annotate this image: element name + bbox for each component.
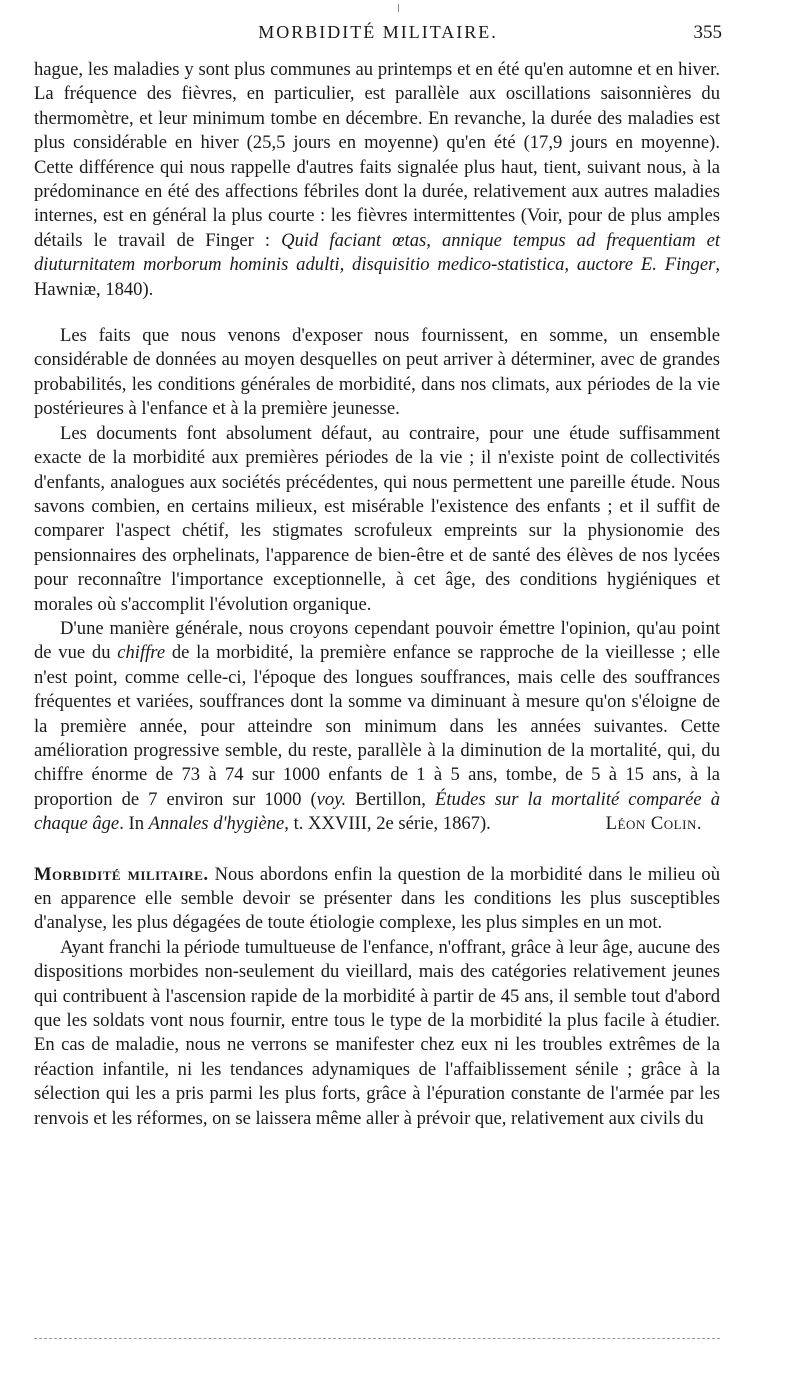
running-title: MORBIDITÉ MILITAIRE. (258, 22, 498, 42)
footer-rule (34, 1338, 720, 1339)
paragraph-4-c: Bertillon, (346, 788, 436, 810)
paragraph-4-e: , t. XXVIII, 2e série, 1867). (284, 813, 491, 835)
citation-bertillon-title: Études sur la mortalité comparée à chaque âge (34, 788, 720, 835)
paragraph-1 (34, 58, 720, 302)
citation-finger-end: , Hawniæ, 1840). (34, 254, 720, 300)
paragraph-4-italic-chiffre: chiffre (117, 642, 166, 664)
page-header (34, 22, 722, 48)
paragraph-1-text: hague, les maladies y sont plus communes au printemps et en été qu'en automne et en hiver. La fréquence des fièvres, en particulier, est parallèle aux oscillations saisonnières du thermomètre, et leur minimum tombe en décembre. En revanche, la durée des maladies est plus considérable en hiver (25,5 jours en moyenne) qu'en été (17,9 jours en moyenne). Cette différence qui nous rappelle d'autres faits signalée plus haut, tient, suivant nous, à la prédominance en été des affections fébriles dont la durée, relativement aux autres maladies internes, est en général la plus courte : les fièvres intermittentes (Voir, pour de plus amples détails le travail de Finger : (34, 59, 720, 251)
section-heading: Morbidité militaire. (34, 863, 209, 885)
paragraph-6: Ayant franchi la période tumultueuse de l'enfance, n'offrant, grâce à leur âge, aucune des dispositions morbides non-seulement du vieillard, mais des catégories relativement jeunes qui contribuent à l'ascension rapide de la morbidité à partir de 45 ans, il semble tout d'abord que les soldats vont nous fournir, entre tous le type de la morbidité la plus facile à étudier. En cas de maladie, nous ne verrons se manifester chez eux ni les troubles extrêmes de la réaction infantile, ni les tendances adynamiques de l'affaiblissement sénile ; grâce à la sélection qui les a pris parmi les plus forts, grâce à l'épuration constante de l'armée par les renvois et les réformes, on se laissera même aller à prévoir que, relativement aux civils du (34, 936, 720, 1129)
top-mark (398, 4, 399, 12)
paragraph-4-d: . In (119, 813, 149, 835)
page-number: 355 (693, 22, 722, 43)
paragraph-5 (34, 863, 720, 936)
paragraph-4-a: D'une manière générale, nous croyons cependant pouvoir émettre l'opinion, qu'au point de vue du (34, 617, 720, 664)
paragraph-4-b: de la morbidité, la première enfance se rapproche de la vieillesse ; elle n'est point, comme celle-ci, l'époque des longues souffrances, mais celle des souffrances fréquentes et variées, souffrances dont la somme va diminuant à mesure qu'on s'éloigne de la première année, pour atteindre son minimum dans les années suivantes. Cette amélioration progressive semble, du reste, parallèle à la diminution de la mortalité, qui, du chiffre énorme de 73 à 74 sur 1000 enfants de 1 à 5 ans, tombe, de 5 à 15 ans, à la proportion de 7 environ sur 1000 ( (34, 642, 720, 810)
author-signature: Léon Colin. (605, 813, 702, 835)
paragraph-3: Les documents font absolument défaut, au contraire, pour une étude suffisamment exacte de la morbidité aux premières périodes de la vie ; il n'existe point de collectivités d'enfants, analogues aux sociétés précédentes, qui nous permettent une pareille étude. Nous savons combien, en certains milieux, est misérable l'existence des enfants ; et il suffit de comparer l'aspect chétif, les stigmates scrofuleux empreints sur la physionomie des pensionnaires des orphelinats, l'apparence de bien-être et de santé des élèves de nos lycées pour reconnaître l'importance exceptionnelle, à cet âge, des conditions hygiéniques et morales où s'accomplit l'évolution organique. (34, 422, 720, 615)
paragraph-4-italic-voy: voy. (316, 788, 347, 810)
page-body (34, 58, 720, 1131)
paragraph-4 (34, 617, 720, 837)
citation-finger-title: Quid faciant œtas, annique tempus ad frequentiam et diuturnitatem morborum hominis adulti, disquisitio medico-statistica, auctore E. Finger (34, 229, 720, 276)
citation-annales-title: Annales d'hygiène (148, 813, 285, 835)
paragraph-2: Les faits que nous venons d'exposer nous fournissent, en somme, un ensemble considérable de données au moyen desquelles on peut arriver à déterminer, avec de grandes probabilités, les conditions générales de morbidité, dans nos climats, aux périodes de la vie postérieures à l'enfance et à la première jeunesse. (34, 325, 720, 420)
paragraph-5-text: Nous abordons enfin la question de la morbidité dans le milieu où en apparence elle semble devoir se présenter dans les conditions les plus susceptibles d'analyse, les plus dégagées de toute étiologie complexe, les plus simples en un mot. (34, 863, 720, 934)
